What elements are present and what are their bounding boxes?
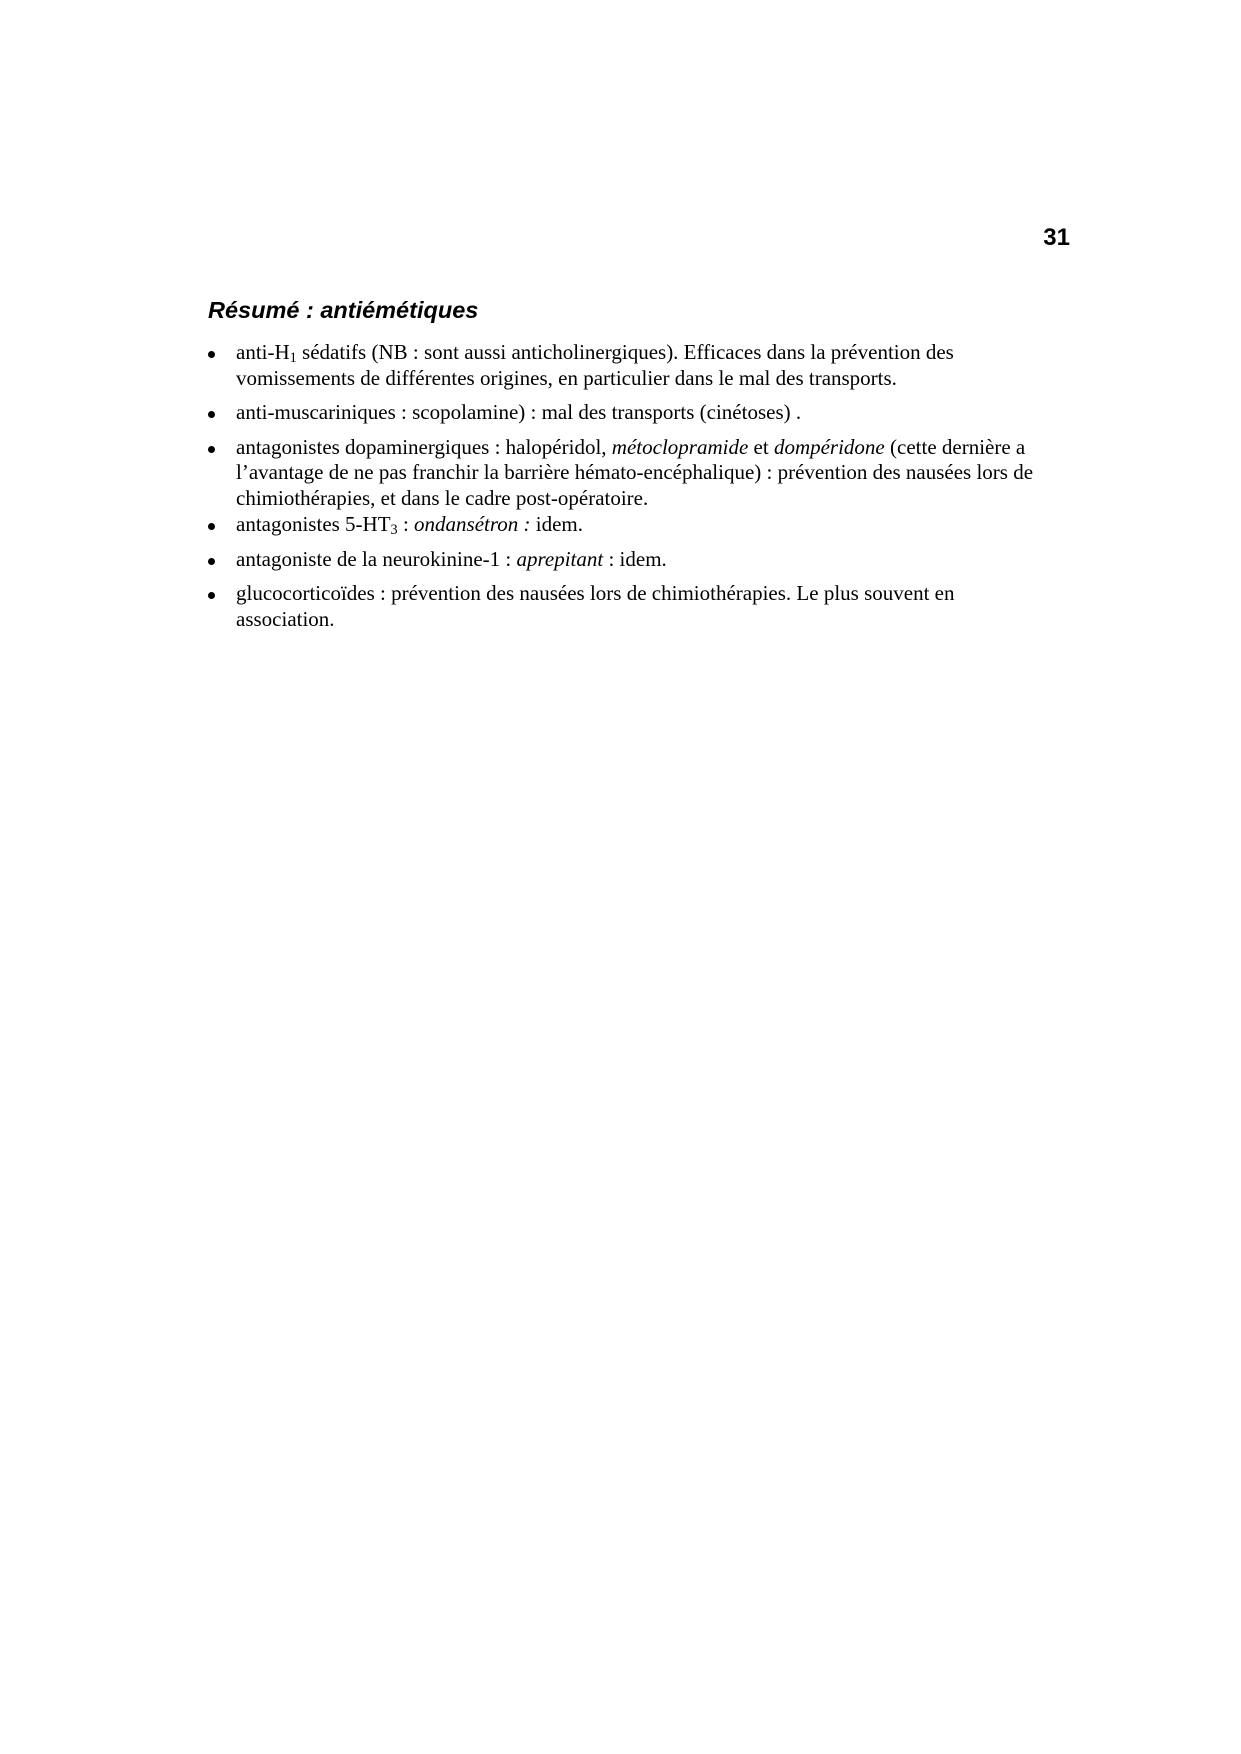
item-subscript: 1 <box>289 350 297 367</box>
page-number: 31 <box>1043 224 1070 251</box>
item-text: : <box>397 512 415 536</box>
drug-name: dompéridone <box>773 434 885 459</box>
drug-name: métoclopramide <box>611 434 749 459</box>
drug-name: ondansétron : <box>414 512 531 536</box>
item-text: anti-muscariniques : scopolamine) : mal des transports (cinétoses) . <box>236 400 802 424</box>
antiemetics-summary-list <box>208 340 1038 632</box>
list-item-anti-muscariniques <box>208 400 1038 426</box>
list-item-glucocorticoides <box>208 581 1038 632</box>
item-text: antagonistes dopaminergiques : halopéridol, <box>236 434 612 459</box>
item-text: et <box>748 434 774 459</box>
item-text: sédatifs (NB : sont aussi anticholinergiques). Efficaces dans la prévention des vomissements de différentes origines, en particulier dans le mal des transports. <box>236 340 954 390</box>
item-lead: anti-H <box>236 340 290 364</box>
item-subscript: 3 <box>390 522 398 539</box>
list-item-dopaminergiques <box>208 435 1038 512</box>
item-text: idem. <box>530 512 583 536</box>
item-lead: antagonistes 5-HT <box>236 512 391 536</box>
item-text: glucocorticoïdes : prévention des nausées lors de chimiothérapies. Le plus souvent en association. <box>236 581 955 631</box>
item-text: : idem. <box>603 546 667 571</box>
item-text: (cette dernière a l’avantage de ne pas franchir la barrière hémato-encéphalique) : prévention des nausées lors de chimiothérapies, et dans le cadre post-opératoire. <box>236 434 1034 510</box>
list-item-neurokinine <box>208 547 1038 573</box>
item-text: antagoniste de la neurokinine-1 : <box>236 546 517 571</box>
drug-name: aprepitant <box>516 546 604 571</box>
section-heading: Résumé : antiémétiques <box>208 297 479 323</box>
list-item-anti-h1 <box>208 340 1038 391</box>
list-item-5ht3 <box>208 512 1038 538</box>
